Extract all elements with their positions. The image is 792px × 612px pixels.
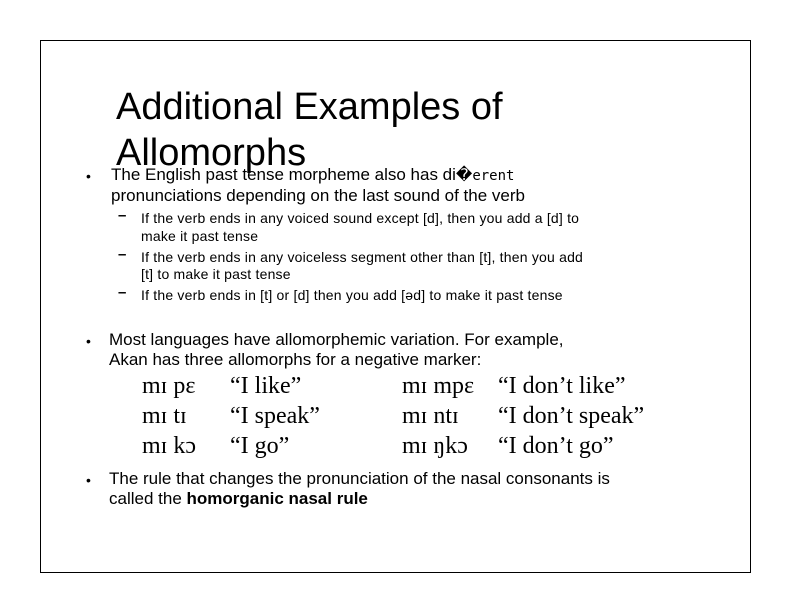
akan-negative-gloss: “I don’t like” xyxy=(498,373,626,399)
sub-bullet-2-line-2: [t] to make it past tense xyxy=(141,266,291,282)
bullet-3-line-2 xyxy=(109,489,368,509)
sub-bullet-2-line-1: If the verb ends in any voiceless segment other than [t], then you add xyxy=(141,249,584,265)
akan-negative-gloss: “I don’t go” xyxy=(498,433,614,459)
bullet-3-text-plain: called the xyxy=(109,489,187,508)
bullet-1-replacement-glyph: � xyxy=(455,165,473,184)
akan-negative-form: mɪ mpɛ xyxy=(402,373,475,399)
akan-form: mɪ kɔ xyxy=(142,433,196,459)
bullet-3-term-homorganic-nasal-rule: homorganic nasal rule xyxy=(186,489,368,508)
bullet-1-line-2: pronunciations depending on the last sound of the verb xyxy=(111,186,525,205)
bullet-1-text-tail: erent xyxy=(472,168,515,184)
akan-negative-form: mɪ ntɪ xyxy=(402,403,459,429)
akan-negative-gloss: “I don’t speak” xyxy=(498,403,645,429)
sub-bullet-1-line-2: make it past tense xyxy=(141,228,259,244)
sub-bullet-3-marker: – xyxy=(118,284,127,301)
bullet-3-marker: • xyxy=(86,472,91,488)
akan-gloss: “I go” xyxy=(230,433,290,459)
bullet-1-text-main: The English past tense morpheme also has di xyxy=(111,165,456,184)
bullet-2-marker: • xyxy=(86,333,91,349)
slide-title: Additional Examples of Allomorphs xyxy=(116,86,503,174)
akan-negative-form: mɪ ŋkɔ xyxy=(402,433,468,459)
sub-bullet-3-line-1: If the verb ends in [t] or [d] then you add [əd] to make it past tense xyxy=(141,287,563,303)
bullet-2-line-2: Akan has three allomorphs for a negative marker: xyxy=(109,350,482,369)
bullet-1-line-1 xyxy=(111,165,514,186)
bullet-3-line-1: The rule that changes the pronunciation of the nasal consonants is xyxy=(109,469,610,488)
akan-gloss: “I speak” xyxy=(230,403,320,429)
bullet-2-line-1: Most languages have allomorphemic variation. For example, xyxy=(109,330,564,349)
sub-bullet-2-marker: – xyxy=(118,246,127,263)
sub-bullet-1-marker: – xyxy=(118,207,127,224)
akan-form: mɪ pɛ xyxy=(142,373,196,399)
akan-gloss: “I like” xyxy=(230,373,302,399)
sub-bullet-1-line-1: If the verb ends in any voiced sound except [d], then you add a [d] to xyxy=(141,210,580,226)
akan-form: mɪ tɪ xyxy=(142,403,187,429)
bullet-1-marker: • xyxy=(86,168,91,184)
